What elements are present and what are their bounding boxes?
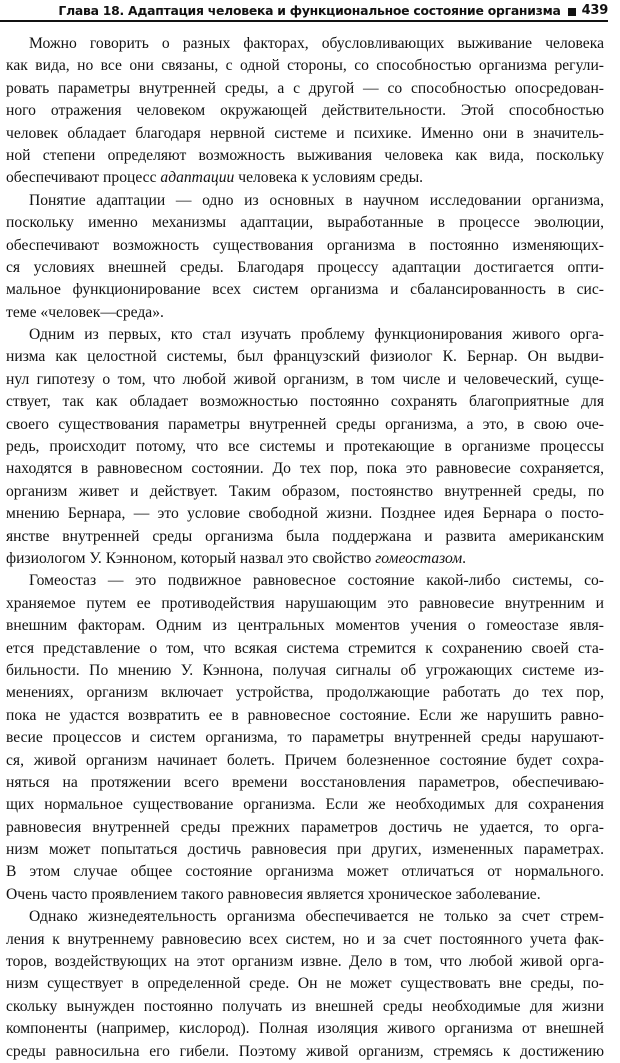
paragraph xyxy=(6,324,604,570)
italic-term: адаптации xyxy=(160,169,235,187)
text-run: физиологом У. Кэнноном, который назвал это свойство xyxy=(6,549,376,567)
text-line: Понятие адаптации — одно из основных в научном исследовании организма, xyxy=(29,191,604,209)
text-line: мальное функционирование всех систем организма и сбалансированность в сис- xyxy=(6,281,604,299)
text-line: торов, воздействующих на этот организм извне. Дело в том, что любой живой орга- xyxy=(6,953,604,971)
text-line: весие процессов и систем организма, то параметры внутренней среды нарушают- xyxy=(6,729,604,747)
running-header xyxy=(0,0,608,22)
text-line: обеспечивают возможность существования организма в постоянно изменяющих- xyxy=(6,236,604,254)
text-line: человек обладает благодаря нервной системе и психике. Именно они в значитель- xyxy=(6,124,604,142)
text-line: ления к внутреннему равновесию всех систем, но и за счет постоянного учета фак- xyxy=(6,930,604,948)
text-line: Однако жизнедеятельность организма обеспечивается не только за счет стрем- xyxy=(29,908,604,926)
text-line: ствует, так как обладает возможностью постоянно сохранять благоприятные для xyxy=(6,393,604,411)
text-line: равновесия внутренней среды прежних параметров достичь не удается, то орга- xyxy=(6,818,604,836)
text-line: няться на протяжении всего времени восстановления параметров, обеспечиваю- xyxy=(6,773,604,791)
text-line: Можно говорить о разных факторах, обусловливающих выживание человека xyxy=(29,35,604,52)
page-number: 439 xyxy=(581,3,608,18)
text-line: ся, живой организм начинает болеть. Причем болезненное состояние будет сохра- xyxy=(6,751,604,769)
text-line: ровать параметры внутренней среды, а с другой — со способностью опосредован- xyxy=(6,79,604,97)
text-line: Одним из первых, кто стал изучать проблему функционирования живого орга- xyxy=(29,326,604,344)
chapter-title: Глава 18. Адаптация человека и функциональное состояние организма xyxy=(58,3,561,18)
text-line: Гомеостаз — это подвижное равновесное состояние какой-либо системы, со- xyxy=(29,572,604,590)
text-line: среды равносильна его гибели. Поэтому живой организм, стремясь к достижению xyxy=(6,1042,604,1060)
text-line: внешним факторам. Одним из центральных моментов учения о гомеостазе явля- xyxy=(6,617,604,635)
text-line: бильности. По мнению У. Кэннона, получая сигналы об угрожающих системе из- xyxy=(6,661,604,679)
text-line: низм существует в определенной среде. Он не может существовать вне среды, по- xyxy=(6,975,604,993)
text-line: храняемое путем ее противодействия нарушающим это равновесие внутренним и xyxy=(6,594,604,612)
text-line xyxy=(6,548,604,570)
text-line: скольку вынужден постоянно получать из внешней среды необходимые для жизни xyxy=(6,997,604,1015)
text-line: пока не удастся возвратить ее в равновесное состояние. Если же нарушить равно- xyxy=(6,706,604,724)
text-line: нул гипотезу о том, что любой живой организм, в том числе и человеческий, суще- xyxy=(6,370,604,388)
text-line: организм живет и действует. Таким образом, постоянство внутренней среды, по xyxy=(6,482,604,500)
paragraph xyxy=(6,570,604,906)
text-run: человека к условиям среды. xyxy=(234,169,424,187)
text-line xyxy=(6,167,604,189)
text-line: теме «человек—среда». xyxy=(6,303,164,321)
text-line: ной степени определяют возможность выживания человека как вида, поскольку xyxy=(6,146,604,164)
text-line: компоненты (например, кислород). Полная изоляция живого организма от внешней xyxy=(6,1020,604,1038)
italic-term: гомеостазом xyxy=(375,549,463,567)
text-line: В этом случае общее состояние организма может отличаться от нормального. xyxy=(6,863,604,881)
body-text xyxy=(6,33,604,1063)
text-line: ся условиях внешней среды. Благодаря процессу адаптации достигается опти- xyxy=(6,258,604,276)
text-line: ется представление о том, что всякая система стремится к сохранению своей ста- xyxy=(6,639,604,657)
paragraph xyxy=(6,190,604,324)
text-line: Очень часто проявлением такого равновесия является хроническое заболевание. xyxy=(6,885,541,903)
text-run: обеспечивают процесс xyxy=(6,169,161,187)
text-line: поскольку именно механизмы адаптации, выработанные в процессе эволюции, xyxy=(6,214,604,232)
text-line: щих нормальное существование организма. Если же необходимых для сохранения xyxy=(6,796,604,814)
text-line: ного отражения человеком окружающей действительности. Этой способностью xyxy=(6,102,604,120)
text-run: . xyxy=(462,549,467,567)
text-line: менениях, организм включает устройства, продолжающие работать до тех пор, xyxy=(6,684,604,702)
text-line: находятся в равновесном состоянии. До тех пор, пока это равновесие сохраняется, xyxy=(6,460,604,478)
square-bullet-icon xyxy=(568,8,576,16)
text-line: своего существования параметры внутренней среды организма, а это, в свою оче- xyxy=(6,415,604,433)
text-line: мнению Бернара, — это условие свободной жизни. Позднее идея Бернара о посто- xyxy=(6,505,604,523)
paragraph xyxy=(6,33,604,190)
text-line: янстве внутренней среды организма была поддержана и развита американским xyxy=(6,527,604,545)
text-line: как вида, но все они связаны, с одной стороны, со способностью организма регули- xyxy=(6,57,604,75)
text-line: редь, происходит потому, что все системы и протекающие в организме процессы xyxy=(6,438,604,456)
paragraph xyxy=(6,906,604,1063)
text-line: низм может попытаться достичь равновесия при других, измененных параметрах. xyxy=(6,841,604,859)
text-line: низма как целостной системы, был французский физиолог К. Бернар. Он выдви- xyxy=(6,348,604,366)
